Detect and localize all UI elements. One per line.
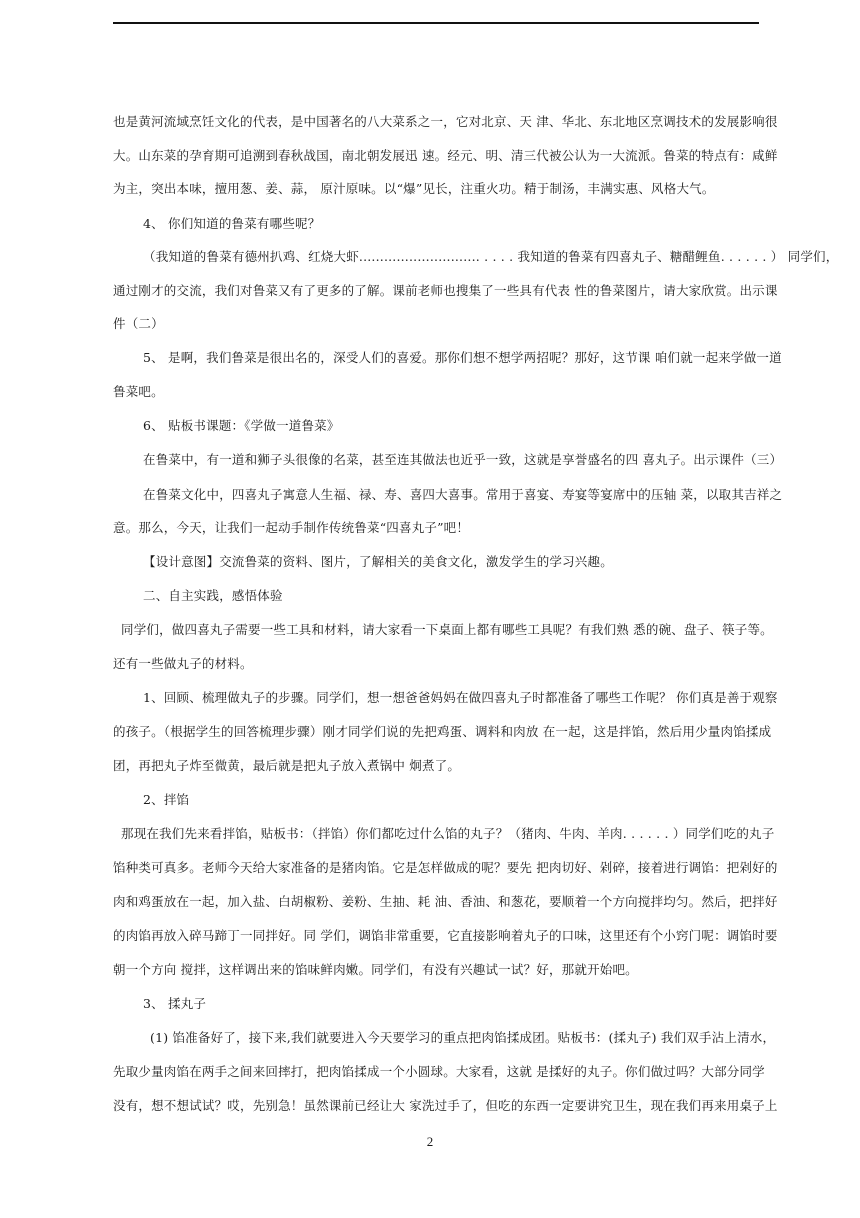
header-rule xyxy=(113,22,759,24)
subsection-heading: 3、 揉丸子 xyxy=(143,996,207,1011)
page-number: 2 xyxy=(426,1134,434,1149)
paragraph-line: 大。山东菜的孕育期可追溯到春秋战国，南北朝发展迅 速。经元、明、清三代被公认为一大流派。鲁菜的特点有：咸鲜 xyxy=(113,148,778,163)
paragraph-line: 在鲁菜文化中，四喜丸子寓意人生福、禄、寿、喜四大喜事。常用于喜宴、寿宴等宴席中的压轴 菜，以取其吉祥之 xyxy=(143,487,783,502)
paragraph-line: 的肉馅再放入碎马蹄丁一同拌好。同 学们，调馅非常重要，它直接影响着丸子的口味，这里还有个小窍门呢：调馅时要 xyxy=(113,928,778,943)
subsection-heading: 2、拌馅 xyxy=(143,792,190,807)
paragraph-line: 件（二） xyxy=(113,316,164,331)
paragraph-line: 也是黄河流域烹饪文化的代表，是中国著名的八大菜系之一，它对北京、天 津、华北、东北地区烹调技术的发展影响很 xyxy=(113,114,778,129)
paragraph-line: 的孩子。（根据学生的回答梳理步骤）刚才同学们说的先把鸡蛋、调料和肉放 在一起，这是拌馅，然后用少量肉馅揉成 xyxy=(113,724,772,739)
list-item-heading: 4、 你们知道的鲁菜有哪些呢？ xyxy=(143,216,321,231)
paragraph-line: 先取少量肉馅在两手之间来回摔打，把肉馅揉成一个小圆球。大家看，这就 是揉好的丸子。你们做过吗？大部分同学 xyxy=(113,1064,765,1079)
paragraph-line: 肉和鸡蛋放在一起，加入盐、白胡椒粉、姜粉、生抽、耗 油、香油、和葱花，要顺着一个方向搅拌均匀。然后，把拌好 xyxy=(113,894,778,909)
paragraph-line: 那现在我们先来看拌馅，贴板书：（拌馅）你们都吃过什么馅的丸子？（猪肉、牛肉、羊肉. . . . . . ）同学们吃的丸子 xyxy=(121,826,775,841)
list-item-heading: 1、回顾、梳理做丸子的步骤。同学们，想一想爸爸妈妈在做四喜丸子时都准备了哪些工作呢？ 你们真是善于观察 xyxy=(143,690,778,705)
section-heading: 二、自主实践，感悟体验 xyxy=(143,588,283,603)
paragraph-line: 团，再把丸子炸至微黄，最后就是把丸子放入煮锅中 炯煮了。 xyxy=(113,758,461,773)
paragraph-line: 同学们，做四喜丸子需要一些工具和材料，请大家看一下桌面上都有哪些工具呢？有我们熟 悉的碗、盘子、筷子等。 xyxy=(121,622,773,637)
paragraph-line: （我知道的鲁菜有德州扒鸡、红烧大虾............................. . . . . 我知道的鲁菜有四喜丸子、糖醋鲤鱼. . . . . . ） 同学们， xyxy=(143,249,839,264)
list-item-heading: 5、 是啊，我们鲁菜是很出名的，深受人们的喜爱。那你们想不想学两招呢？那好，这节课 咱们就一起来学做一道 xyxy=(143,350,782,365)
paragraph-line: 朝一个方向 搅拌，这样调出来的馅味鲜肉嫩。同学们，有没有兴趣试一试？好，那就开始吧。 xyxy=(113,962,638,977)
paragraph-line: (1) 馅准备好了，接下来,我们就要进入今天要学习的重点把肉馅揉成团。贴板书：(揉丸子) 我们双手沾上清水， xyxy=(150,1030,776,1045)
paragraph-line: 馅种类可真多。老师今天给大家准备的是猪肉馅。它是怎样做成的呢？要先 把肉切好、剁碎，接着进行调馅：把剁好的 xyxy=(113,860,778,875)
paragraph-line: 为主，突出本味，擅用葱、姜、蒜， 原汁原味。以“爆”见长，注重火功。精于制汤，丰满实惠、风格大气。 xyxy=(113,181,715,196)
paragraph-line: 意。那么，今天，让我们一起动手制作传统鲁菜“四喜丸子”吧！ xyxy=(113,520,470,535)
design-intent-note: 【设计意图】交流鲁菜的资料、图片，了解相关的美食文化，激发学生的学习兴趣。 xyxy=(143,554,613,569)
paragraph-line: 在鲁菜中，有一道和狮子头很像的名菜，甚至连其做法也近乎一致，这就是享誉盛名的四 喜丸子。出示课件（三） xyxy=(143,452,783,467)
paragraph-line: 鲁菜吧。 xyxy=(113,384,164,399)
paragraph-line: 通过刚才的交流，我们对鲁菜又有了更多的了解。课前老师也搜集了一些具有代表 性的鲁菜图片，请大家欣赏。出示课 xyxy=(113,283,778,298)
paragraph-line: 没有，想不想试试？哎，先别急！虽然课前已经让大 家洗过手了，但吃的东西一定要讲究卫生，现在我们再来用桌子上 xyxy=(113,1098,778,1113)
paragraph-line: 还有一些做丸子的材料。 xyxy=(113,656,253,671)
list-item-heading: 6、 贴板书课题：《学做一道鲁菜》 xyxy=(143,418,340,433)
